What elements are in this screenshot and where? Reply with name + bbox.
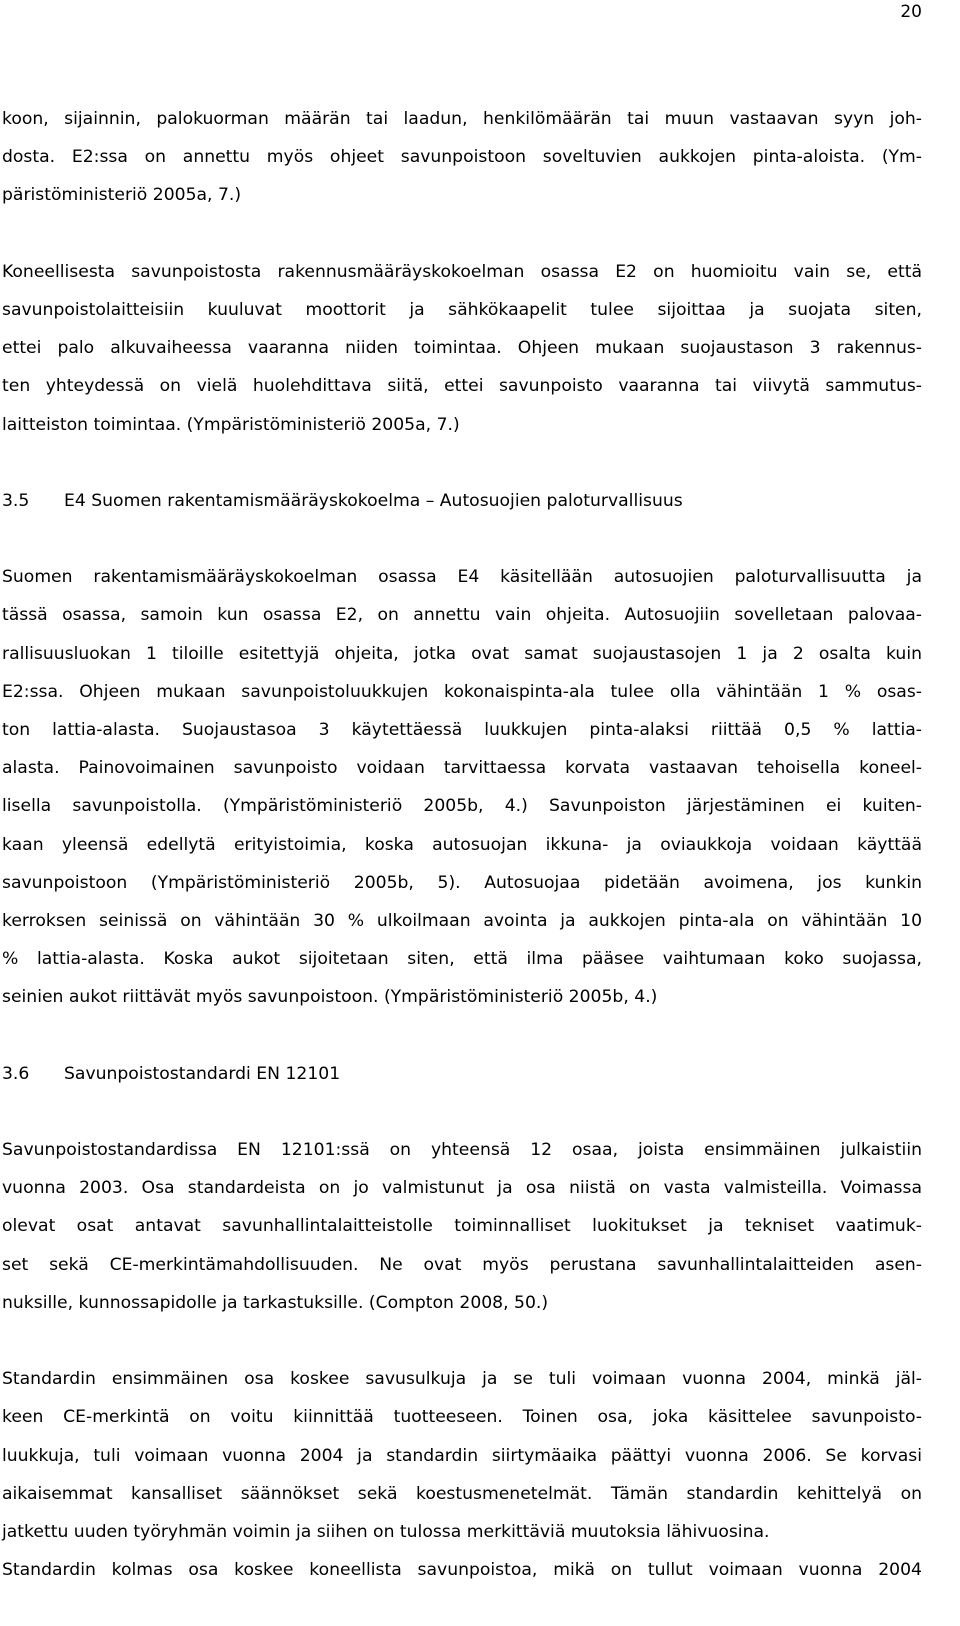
text-line: rallisuusluokan 1 tiloille esitettyjä ohjeita, jotka ovat samat suojaustasojen 1 ja 2 osalta kuin [2, 643, 922, 664]
text-line: olevat osat antavat savunhallintalaitteistolle toiminnalliset luokitukset ja tekniset vaatimuk- [2, 1216, 922, 1237]
text-line: kerroksen seinissä on vähintään 30 % ulkoilmaan avointa ja aukkojen pinta-ala on vähintään 10 [2, 910, 922, 931]
text-line: koon, sijainnin, palokuorman määrän tai laadun, henkilömäärän tai muun vastaavan syyn joh- [2, 109, 922, 129]
paragraph-gap [2, 1017, 922, 1055]
text-line: luukkuja, tuli voimaan vuonna 2004 ja standardin siirtymäaika päättyi vuonna 2006. Se korvasi [2, 1445, 922, 1466]
text-line: Koneellisesta savunpoistosta rakennusmääräyskokoelman osassa E2 on huomioitu vain se, että [2, 261, 922, 282]
section-title: E4 Suomen rakentamismääräyskokoelma – Autosuojien paloturvallisuus [64, 490, 683, 511]
paragraph-gap [2, 215, 922, 253]
text-line: set sekä CE-merkintämahdollisuuden. Ne ovat myös perustana savunhallintalaitteiden asen- [2, 1254, 922, 1275]
text-line: nuksille, kunnossapidolle ja tarkastuksille. (Compton 2008, 50.) [2, 1292, 549, 1313]
text-line: keen CE-merkintä on voitu kiinnittää tuotteeseen. Toinen osa, joka käsittelee savunpoisto- [2, 1407, 922, 1428]
text-line: seinien aukot riittävät myös savunpoistoon. (Ympäristöministeriö 2005b, 4.) [2, 987, 658, 1008]
text-line: laitteiston toimintaa. (Ympäristöministeriö 2005a, 7.) [2, 414, 460, 435]
text-line: ettei palo alkuvaiheessa vaaranna niiden toimintaa. Ohjeen mukaan suojaustason 3 rakennus- [2, 338, 922, 359]
page-number: 20 [900, 2, 922, 22]
text-line: jatkettu uuden työryhmän voimin ja siihen on tulossa merkittäviä muutoksia lähivuosina. [2, 1521, 770, 1542]
text-line: Suomen rakentamismääräyskokoelman osassa E4 käsitellään autosuojien paloturvallisuutta ja [2, 567, 922, 588]
text-line: päristöministeriö 2005a, 7.) [2, 185, 242, 206]
text-line: Standardin ensimmäinen osa koskee savusulkuja ja se tuli voimaan vuonna 2004, minkä jäl- [2, 1369, 922, 1390]
text-line: ton lattia-alasta. Suojaustasoa 3 käytettäessä luukkujen pinta-alaksi riittää 0,5 % lattia- [2, 720, 922, 740]
text-line: tässä osassa, samoin kun osassa E2, on annettu vain ohjeita. Autosuojiin sovelletaan palovaa- [2, 605, 922, 626]
text-line: % lattia-alasta. Koska aukot sijoitetaan siten, että ilma pääsee vaihtumaan koko suojassa, [2, 949, 922, 970]
paragraph-gap [2, 1093, 922, 1131]
text-line: savunpoistoon (Ympäristöministeriö 2005b, 5). Autosuojaa pidetään avoimena, jos kunkin [2, 872, 922, 893]
section-number: 3.5 [2, 490, 30, 511]
text-line: alasta. Painovoimainen savunpoisto voidaan tarvittaessa korvata vastaavan tehoisella koneel- [2, 758, 922, 779]
text-line: E2:ssa. Ohjeen mukaan savunpoistoluukkujen kokonaispinta-ala tulee olla vähintään 1 % osas- [2, 681, 922, 702]
text-line: savunpoistolaitteisiin kuuluvat moottorit ja sähkökaapelit tulee sijoittaa ja suojata siten, [2, 299, 922, 320]
text-line: vuonna 2003. Osa standardeista on jo valmistunut ja osa niistä on vasta valmisteilla. Voimassa [2, 1178, 922, 1199]
paragraph [2, 558, 922, 1016]
paragraph [2, 100, 922, 215]
text-line: dosta. E2:ssa on annettu myös ohjeet savunpoistoon soveltuvien aukkojen pinta-aloista. (Ym- [2, 147, 922, 168]
text-line: lisella savunpoistolla. (Ympäristöministeriö 2005b, 4.) Savunpoiston järjestäminen ei kuiten- [2, 796, 922, 817]
paragraph-gap [2, 520, 922, 558]
paragraph [2, 1360, 922, 1589]
paragraph [2, 1131, 922, 1322]
section-heading [2, 482, 922, 520]
paragraph-gap [2, 1322, 922, 1360]
section-number: 3.6 [2, 1063, 30, 1084]
section-heading [2, 1055, 922, 1093]
paragraph-gap [2, 444, 922, 482]
text-line: Standardin kolmas osa koskee koneellista savunpoistoa, mikä on tullut voimaan vuonna 2004 [2, 1560, 922, 1581]
section-title: Savunpoistostandardi EN 12101 [64, 1063, 341, 1084]
paragraph [2, 253, 922, 444]
text-line: kaan yleensä edellytä erityistoimia, koska autosuojan ikkuna- ja oviaukkoja voidaan käyttää [2, 834, 922, 855]
document-body [2, 100, 922, 1589]
text-line: ten yhteydessä on vielä huolehdittava siitä, ettei savunpoisto vaaranna tai viivytä sammutus- [2, 376, 922, 397]
text-line: aikaisemmat kansalliset säännökset sekä koestusmenetelmät. Tämän standardin kehittelyä on [2, 1483, 922, 1504]
text-line: Savunpoistostandardissa EN 12101:ssä on yhteensä 12 osaa, joista ensimmäinen julkaistiin [2, 1140, 922, 1161]
